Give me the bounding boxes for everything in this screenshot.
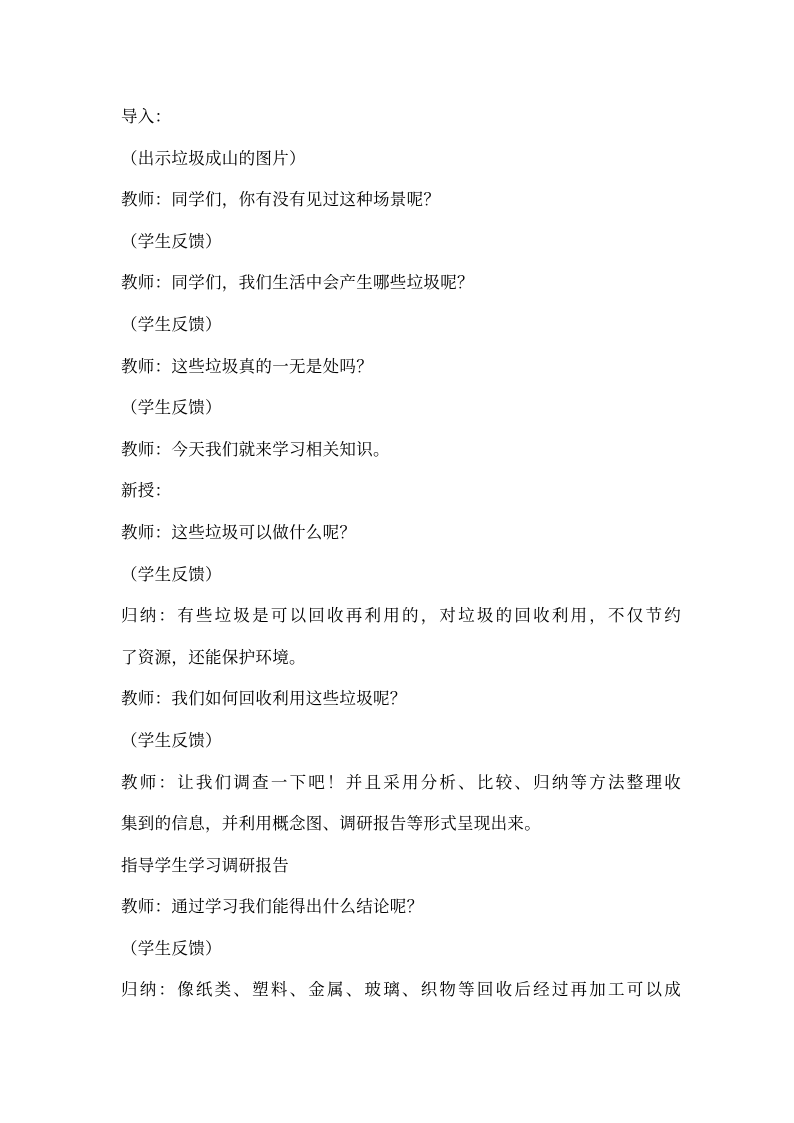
summary-line: 归纳：像纸类、塑料、金属、玻璃、织物等回收后经过再加工可以成	[121, 980, 681, 1000]
teacher-line: 教师：通过学习我们能得出什么结论呢？	[121, 897, 424, 917]
teacher-line: 教师：让我们调查一下吧！并且采用分析、比较、归纳等方法整理收	[121, 772, 681, 792]
teacher-line: 教师：我们如何回收利用这些垃圾呢？	[121, 689, 407, 709]
student-feedback: （学生反馈）	[121, 314, 222, 334]
student-feedback: （学生反馈）	[121, 231, 222, 251]
section-heading-intro: 导入：	[121, 107, 172, 126]
teacher-line: 教师：这些垃圾真的一无是处吗？	[121, 356, 373, 376]
student-feedback: （学生反馈）	[121, 398, 222, 418]
student-feedback: （学生反馈）	[121, 730, 222, 750]
teacher-line: 教师：今天我们就来学习相关知识。	[121, 439, 390, 459]
summary-line: 归纳：有些垃圾是可以回收再利用的，对垃圾的回收利用，不仅节约	[121, 606, 681, 626]
teacher-line: 教师：同学们，你有没有见过这种场景呢？	[121, 190, 441, 210]
document-body	[121, 102, 681, 1017]
teacher-line: 教师：这些垃圾可以做什么呢？	[121, 522, 357, 542]
summary-line-continued: 了资源，还能保护环境。	[121, 647, 306, 667]
student-feedback: （学生反馈）	[121, 938, 222, 958]
instruction-line: 指导学生学习调研报告	[121, 855, 289, 875]
stage-direction: （出示垃圾成山的图片）	[121, 148, 306, 168]
student-feedback: （学生反馈）	[121, 564, 222, 584]
teacher-line-continued: 集到的信息，并利用概念图、调研报告等形式呈现出来。	[121, 814, 541, 834]
teacher-line: 教师：同学们，我们生活中会产生哪些垃圾呢？	[121, 273, 474, 293]
section-heading-new-lesson: 新授：	[121, 481, 172, 501]
